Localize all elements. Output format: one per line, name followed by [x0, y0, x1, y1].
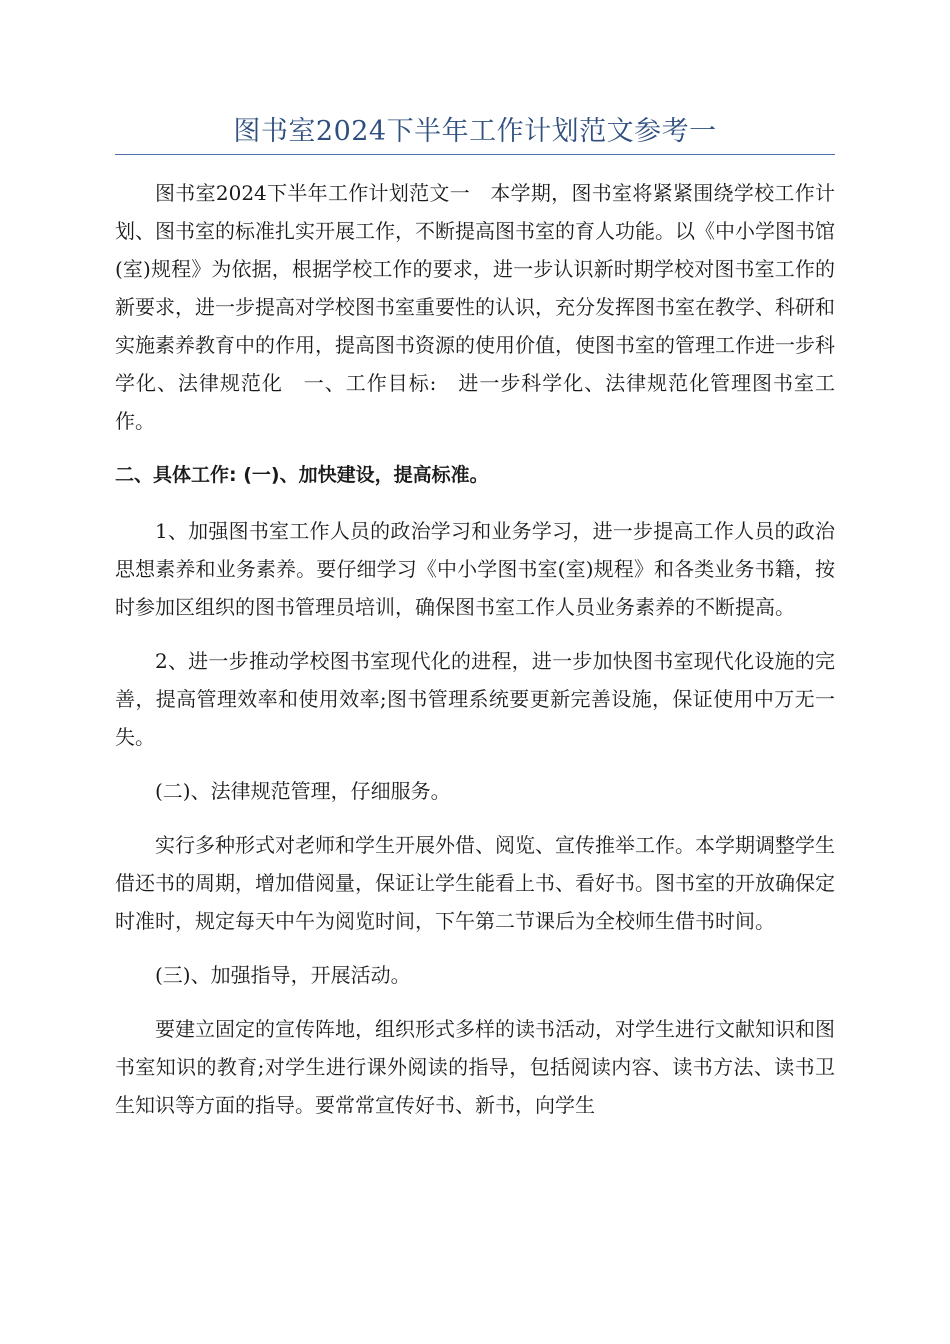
title-underline [115, 154, 835, 155]
section-heading-work: 二、具体工作: (一)、加快建设，提高标准。 [115, 464, 489, 486]
page-title: 图书室2024下半年工作计划范文参考一 [233, 116, 717, 147]
paragraph-item-1: 1、加强图书室工作人员的政治学习和业务学习，进一步提高工作人员的政治思想素养和业务素养。要仔细学习《中小学图书室(室)规程》和各类业务书籍，按时参加区组织的图书管理员培训，确保图书室工作人员业务素养的不断提高。 [115, 519, 835, 619]
document-body [115, 174, 835, 1140]
subheading-guidance: (三)、加强指导，开展活动。 [155, 963, 411, 987]
paragraph-item-2: 2、进一步推动学校图书室现代化的进程，进一步加快图书室现代化设施的完善，提高管理效率和使用效率;图书管理系统要更新完善设施，保证使用中万无一失。 [115, 649, 835, 749]
paragraph-guidance: 要建立固定的宣传阵地，组织形式多样的读书活动，对学生进行文献知识和图书室知识的教育;对学生进行课外阅读的指导，包括阅读内容、读书方法、读书卫生知识等方面的指导。要常常宣传好书、新书，向学生 [115, 1017, 835, 1117]
paragraph-management: 实行多种形式对老师和学生开展外借、阅览、宣传推举工作。本学期调整学生借还书的周期，增加借阅量，保证让学生能看上书、看好书。图书室的开放确保定时准时，规定每天中午为阅览时间，下午第二节课后为全校师生借书时间。 [115, 833, 835, 933]
paragraph-intro: 图书室2024下半年工作计划范文一 本学期，图书室将紧紧围绕学校工作计划、图书室的标准扎实开展工作，不断提高图书室的育人功能。以《中小学图书馆(室)规程》为依据，根据学校工作的要求，进一步认识新时期学校对图书室工作的新要求，进一步提高对学校图书室重要性的认识，充分发挥图书室在教学、科研和实施素养教育中的作用，提高图书资源的使用价值，使图书室的管理工作进一步科学化、法律规范化 一、工作目标: 进一步科学化、法律规范化管理图书室工作。 [115, 181, 835, 433]
subheading-management: (二)、法律规范管理，仔细服务。 [155, 779, 451, 803]
